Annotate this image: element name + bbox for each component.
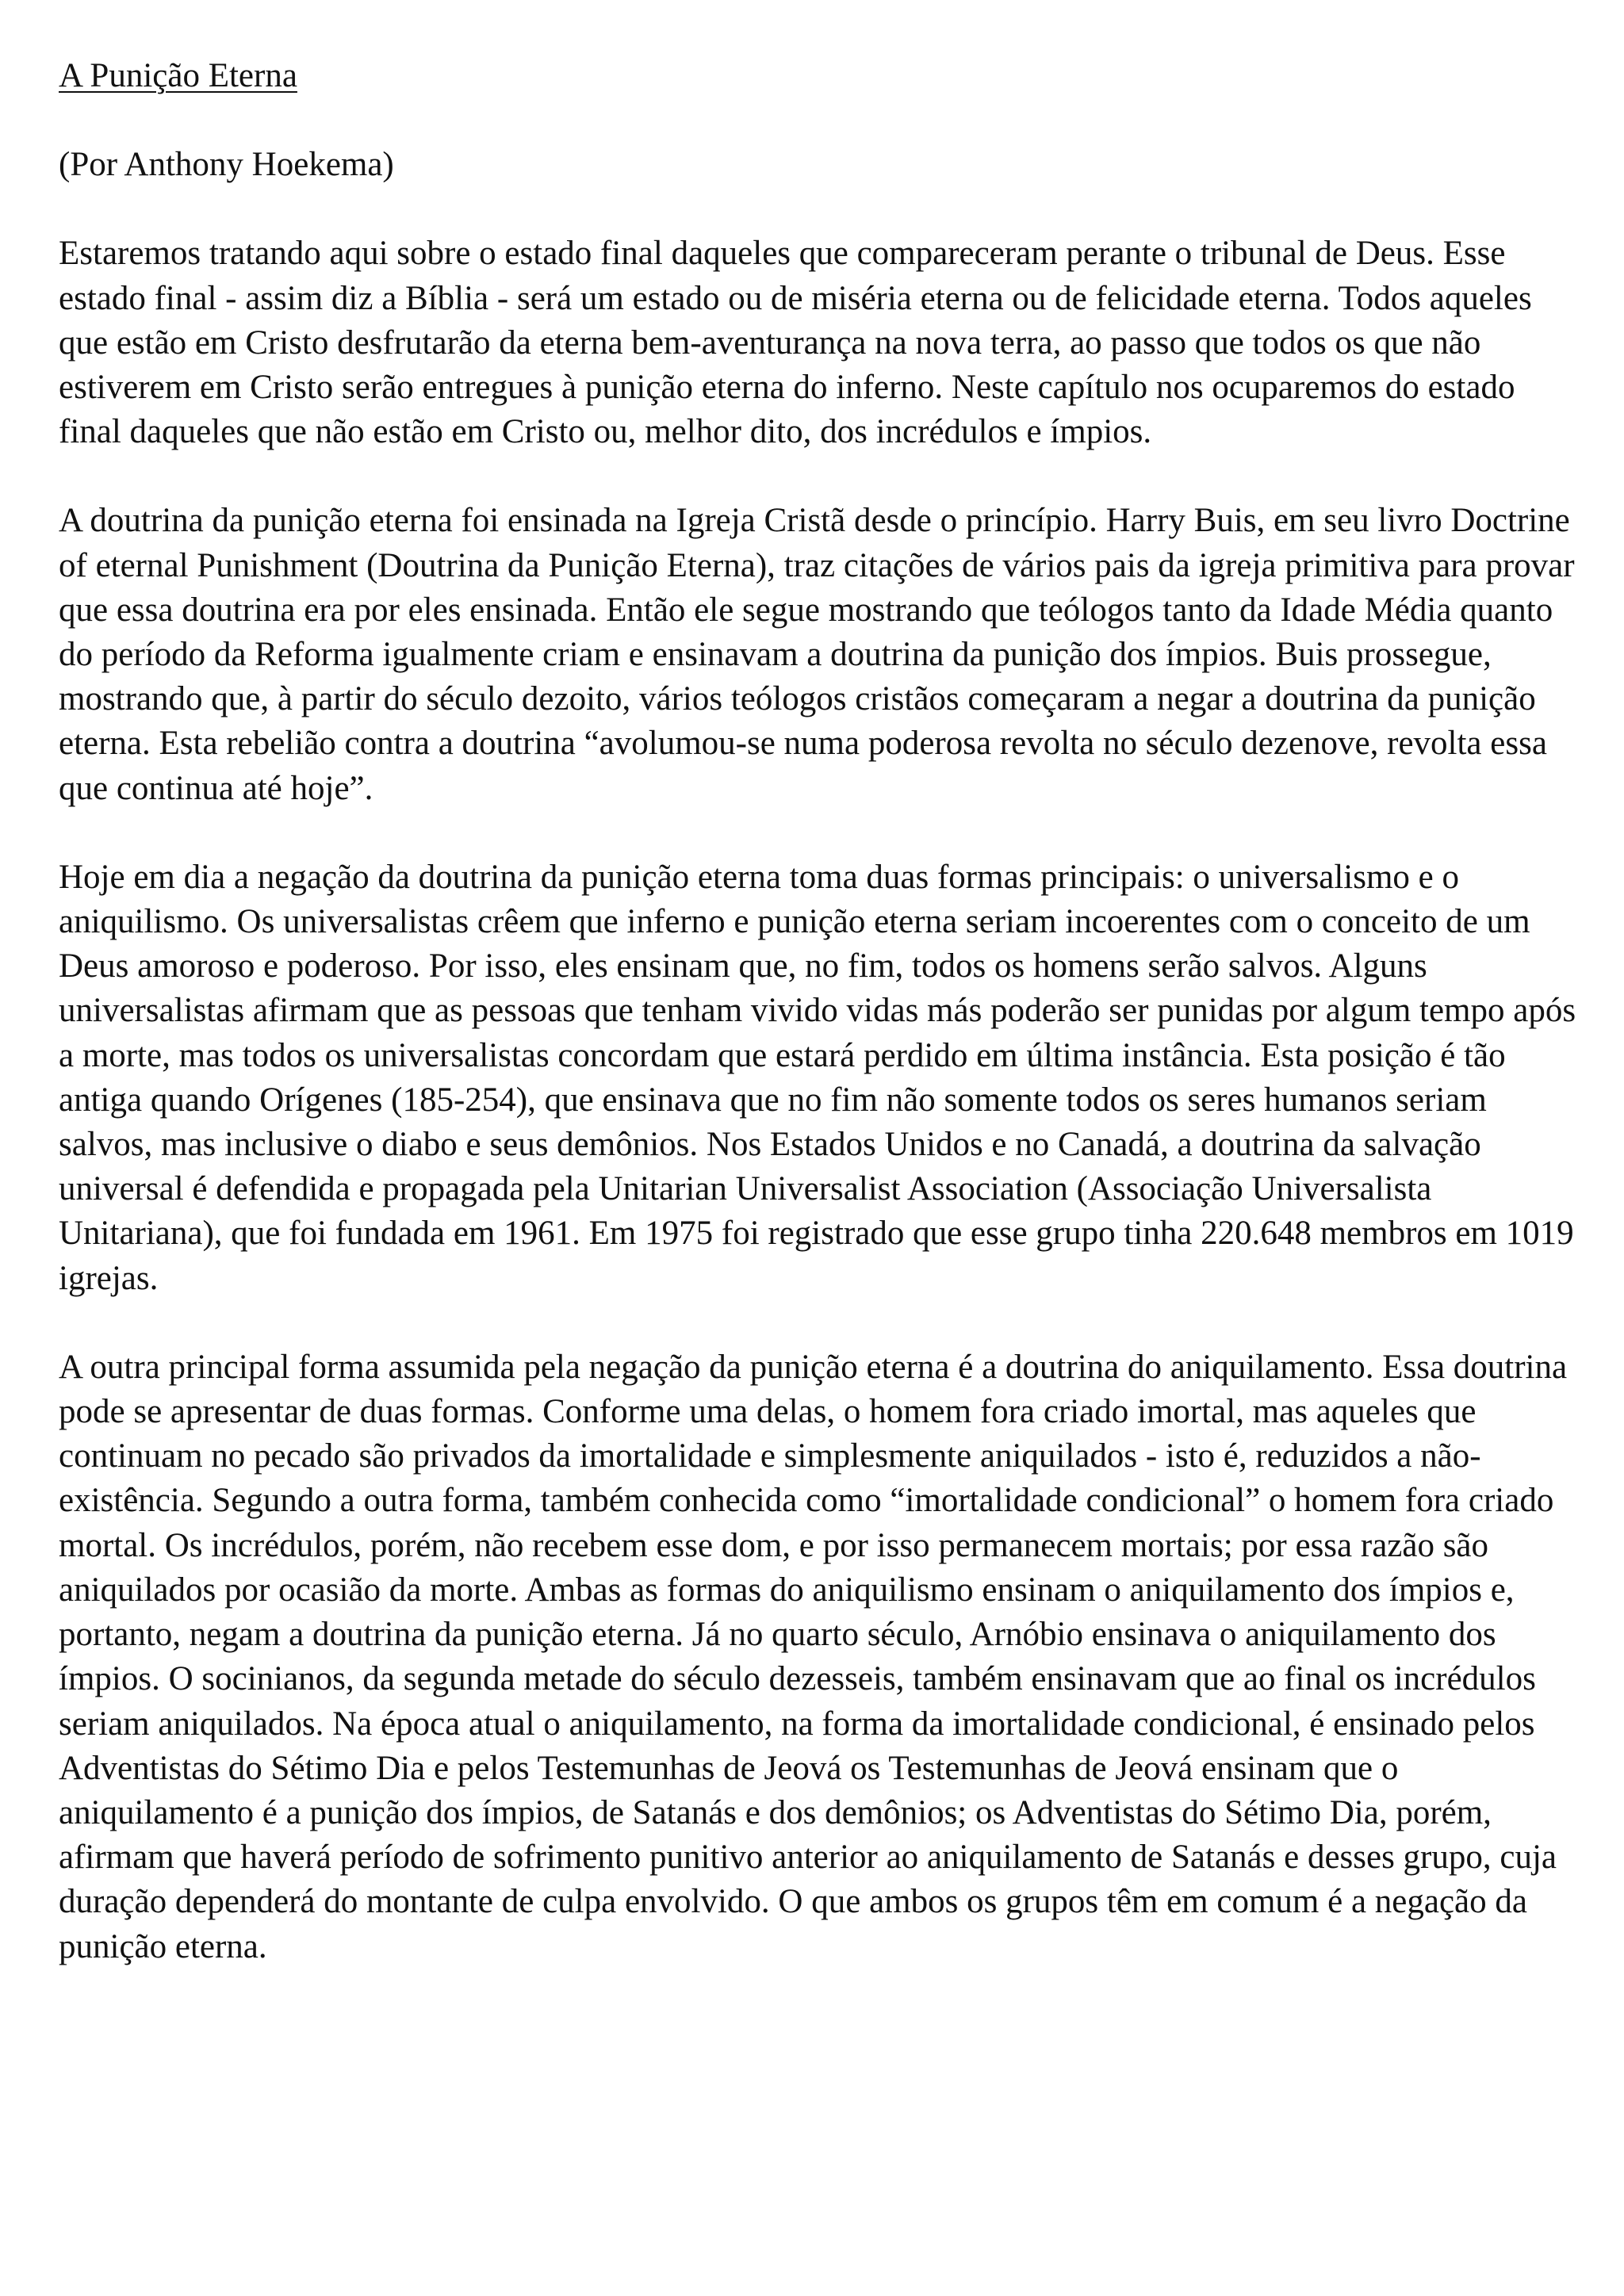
- paragraph-1: Estaremos tratando aqui sobre o estado final daqueles que compareceram perante o tribunal de Deus. Esse estado final - assim diz a Bíblia - será um estado ou de miséria eterna ou de felicidade eterna. Todos aqueles que estão em Cristo desfrutarão da eterna bem-aventurança na nova terra, ao passo que todos os que não estiverem em Cristo serão entregues à punição eterna do inferno. Neste capítulo nos ocuparemos do estado final daqueles que não estão em Cristo ou, melhor dito, dos incrédulos e ímpios.: [59, 235, 1532, 451]
- paragraph-4: A outra principal forma assumida pela negação da punição eterna é a doutrina do aniquilamento. Essa doutrina pode se apresentar de duas formas. Conforme uma delas, o homem fora criado imortal, mas aqueles que continuam no pecado são privados da imortalidade e simplesmente aniquilados - isto é, reduzidos a não-existência. Segundo a outra forma, também conhecida como “imortalidade condicional” o homem fora criado mortal. Os incrédulos, porém, não recebem esse dom, e por isso permanecem mortais; por essa razão são aniquilados por ocasião da morte. Ambas as formas do aniquilismo ensinam o aniquilamento dos ímpios e, portanto, negam a doutrina da punição eterna. Já no quarto século, Arnóbio ensinava o aniquilamento dos ímpios. O socinianos, da segunda metade do século dezesseis, também ensinavam que ao final os incrédulos seriam aniquilados. Na época atual o aniquilamento, na forma da imortalidade condicional, é ensinado pelos Adventistas do Sétimo Dia e pelos Testemunhas de Jeová os Testemunhas de Jeová ensinam que o aniquilamento é a punição dos ímpios, de Satanás e dos demônios; os Adventistas do Sétimo Dia, porém, afirmam que haverá período de sofrimento punitivo anterior ao aniquilamento de Satanás e desses grupo, cuja duração dependerá do montante de culpa envolvido. O que ambos os grupos têm em comum é a negação da punição eterna.: [59, 1348, 1568, 1965]
- document-author: (Por Anthony Hoekema): [59, 146, 394, 184]
- paragraph-3: Hoje em dia a negação da doutrina da punição eterna toma duas formas principais: o universalismo e o aniquilismo. Os universalistas crêem que inferno e punição eterna seriam incoerentes com o conceito de um Deus amoroso e poderoso. Por isso, eles ensinam que, no fim, todos os homens serão salvos. Alguns universalistas afirmam que as pessoas que tenham vivido vidas más poderão ser punidas por algum tempo após a morte, mas todos os universalistas concordam que estará perdido em última instância. Esta posição é tão antiga quando Orígenes (185-254), que ensinava que no fim não somente todos os seres humanos seriam salvos, mas inclusive o diabo e seus demônios. Nos Estados Unidos e no Canadá, a doutrina da salvação universal é defendida e propagada pela Unitarian Universalist Association (Associação Universalista Unitariana), que foi fundada em 1961. Em 1975 foi registrado que esse grupo tinha 220.648 membros em 1019 igrejas.: [59, 858, 1576, 1297]
- document-title: A Punição Eterna: [59, 57, 297, 94]
- paragraph-2: A doutrina da punição eterna foi ensinada na Igreja Cristã desde o princípio. Harry Buis, em seu livro Doctrine of eternal Punishment (Doutrina da Punição Eterna), traz citações de vários pais da igreja primitiva para provar que essa doutrina era por eles ensinada. Então ele segue mostrando que teólogos tanto da Idade Média quanto do período da Reforma igualmente criam e ensinavam a doutrina da punição dos ímpios. Buis prossegue, mostrando que, à partir do século dezoito, vários teólogos cristãos começaram a negar a doutrina da punição eterna. Esta rebelião contra a doutrina “avolumou-se numa poderosa revolta no século dezenove, revolta essa que continua até hoje”.: [59, 502, 1575, 807]
- document-page: [59, 54, 1581, 2014]
